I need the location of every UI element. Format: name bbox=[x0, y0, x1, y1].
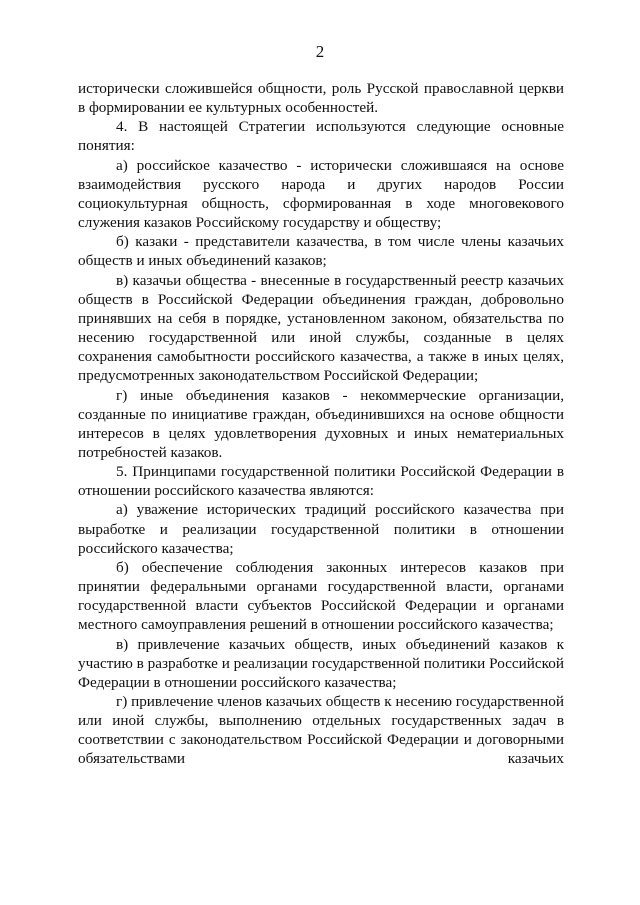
page-number: 2 bbox=[315, 42, 325, 61]
paragraph-section-4: 4. В настоящей Стратегии используются следующие основные понятия: bbox=[78, 118, 564, 155]
paragraph-definition-v: в) казачьи общества - внесенные в государственный реестр казачьих обществ в Российской Федерации объединения граждан, добровольно принявших на себя в порядке, установленном законом, обязательства по несению государственной или иной службы, созданные в целях сохранения самобытности российского казачества, а также в иных целях, предусмотренных законодательством Российской Федерации; bbox=[78, 271, 564, 385]
paragraph-definition-a: а) российское казачество - исторически сложившаяся на основе взаимодействия русского народа и других народов России социокультурная общность, сформированная в ходе многовекового служения казаков Российскому государству и обществу; bbox=[78, 156, 564, 232]
paragraph-principle-b: б) обеспечение соблюдения законных интересов казаков при принятии федеральными органами государственной власти, органами государственной власти субъектов Российской Федерации и органами местного самоуправления решений в отношении российского казачества; bbox=[78, 558, 564, 634]
paragraph-principle-g: г) привлечение членов казачьих обществ к несению государственной или иной службы, выполнению отдельных государственных задач в соответствии с законодательством Российской Федерации и договорными обязательствами казачьих bbox=[78, 693, 564, 768]
paragraph-definition-b: б) казаки - представители казачества, в том числе члены казачьих обществ и иных объединений казаков; bbox=[78, 233, 564, 270]
paragraph-section-5: 5. Принципами государственной политики Российской Федерации в отношении российского казачества являются: bbox=[78, 463, 564, 500]
paragraph-principle-a: а) уважение исторических традиций российского казачества при выработке и реализации государственной политики в отношении российского казачества; bbox=[78, 501, 564, 557]
paragraph-definition-g: г) иные объединения казаков - некоммерческие организации, созданные по инициативе граждан, объединившихся на основе общности интересов в целях удовлетворения духовных и иных нематериальных потребностей казаков. bbox=[78, 386, 564, 461]
paragraph-principle-v: в) привлечение казачьих обществ, иных объединений казаков к участию в разработке и реализации государственной политики Российской Федерации в отношении российского казачества; bbox=[78, 635, 564, 691]
paragraph-intro-continuation: исторически сложившейся общности, роль Русской православной церкви в формировании ее культурных особенностей. bbox=[78, 80, 564, 117]
document-body bbox=[78, 79, 564, 769]
